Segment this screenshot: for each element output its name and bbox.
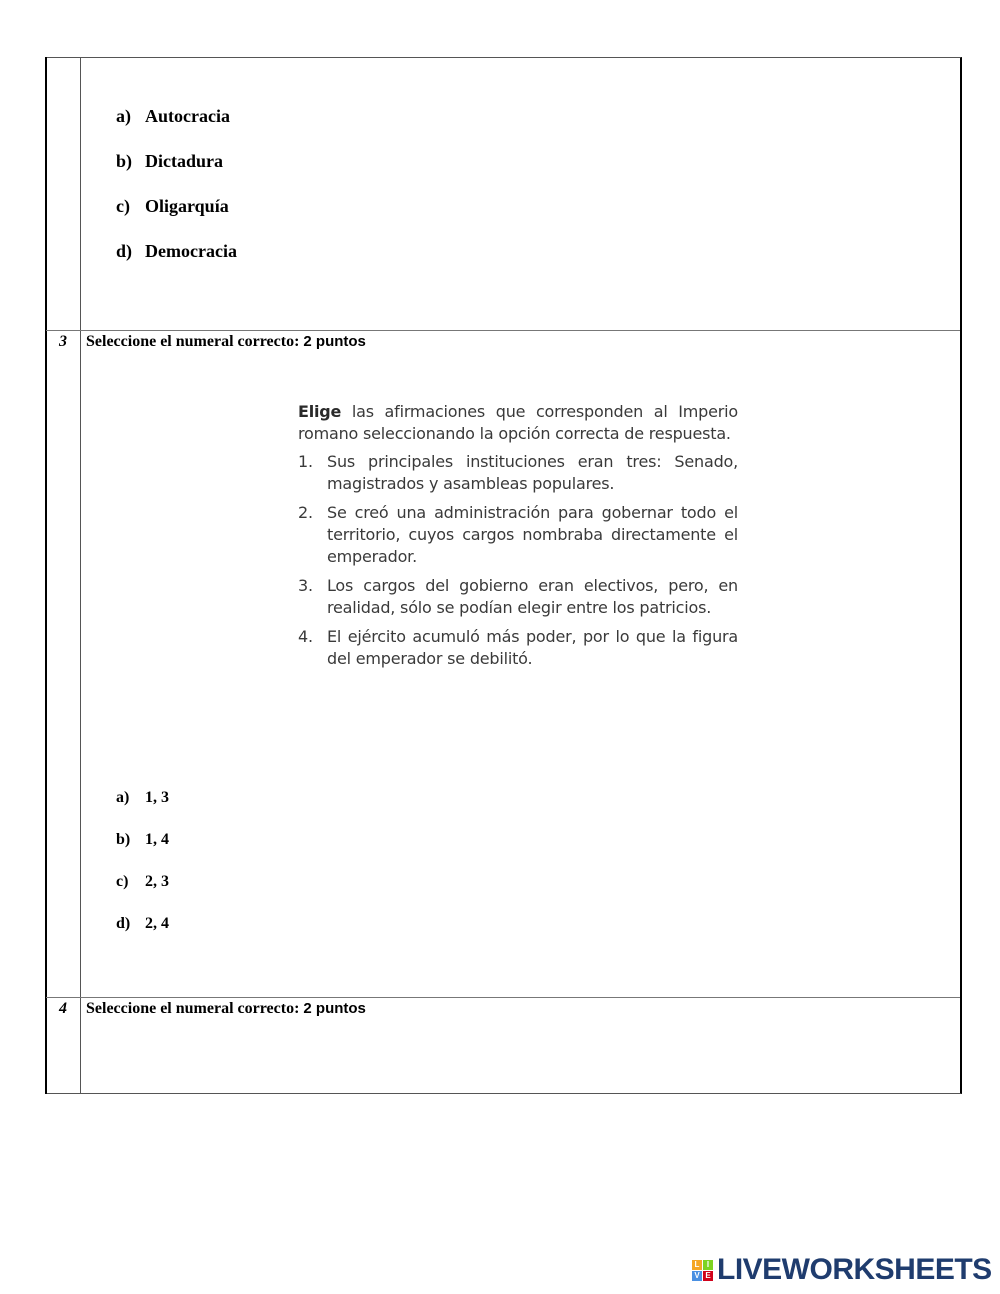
statement-4: 4. El ejército acumuló más poder, por lo que la figura del emperador se debilitó. — [298, 627, 738, 668]
table-left-border — [45, 57, 47, 1094]
row-divider-4 — [46, 997, 960, 998]
question-3-number: 3 — [59, 333, 67, 350]
row-divider-3 — [46, 330, 960, 331]
question-3-title: Seleccione el numeral correcto: 2 puntos — [86, 333, 366, 350]
statement-1: 1. Sus principales instituciones eran tres: Senado, magistrados y asambleas populares. — [298, 452, 738, 493]
statement-2: 2. Se creó una administración para gobernar todo el territorio, cuyos cargos nombraba directamente el emperador. — [298, 503, 738, 566]
figure-intro: Elige las afirmaciones que corresponden al Imperio romano seleccionando la opción correcta de respuesta. — [298, 402, 738, 443]
option-d-prev[interactable]: d) Democracia — [116, 241, 237, 261]
question-4-title: Seleccione el numeral correcto: 2 puntos — [86, 1000, 366, 1017]
question-4-number: 4 — [59, 1000, 67, 1017]
option-b-q3[interactable]: b) 1, 4 — [116, 831, 169, 848]
option-a-q3[interactable]: a) 1, 3 — [116, 789, 169, 806]
option-d-q3[interactable]: d) 2, 4 — [116, 915, 169, 932]
exam-table — [45, 57, 962, 1094]
liveworksheets-brand — [692, 1254, 992, 1286]
option-c-prev[interactable]: c) Oligarquía — [116, 196, 229, 216]
question-4-points: 2 puntos — [303, 1000, 366, 1017]
option-a-prev[interactable]: a) Autocracia — [116, 106, 230, 126]
brand-name: LIVEWORKSHEETS — [717, 1253, 992, 1286]
liveworksheets-logo-icon: L I V E — [692, 1260, 713, 1281]
question-3-points: 2 puntos — [303, 333, 366, 350]
number-column-divider — [80, 58, 81, 1093]
option-b-prev[interactable]: b) Dictadura — [116, 151, 223, 171]
statement-3: 3. Los cargos del gobierno eran electivos, pero, en realidad, sólo se podían elegir entre los patricios. — [298, 576, 738, 617]
question-3-figure — [298, 401, 738, 677]
option-c-q3[interactable]: c) 2, 3 — [116, 873, 169, 890]
